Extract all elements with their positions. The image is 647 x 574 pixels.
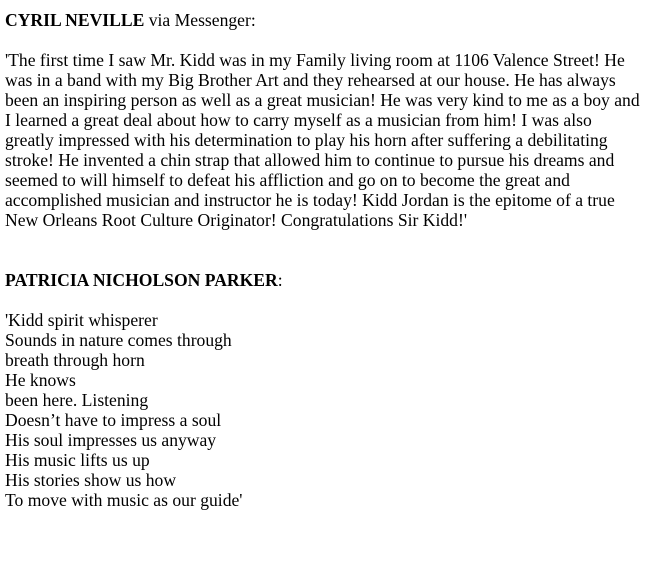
entry-source: : (277, 270, 283, 290)
poem-line: 'Kidd spirit whisperer (5, 310, 158, 330)
poem-line: been here. Listening (5, 390, 149, 410)
entry-heading-cyril-neville (5, 10, 640, 30)
entry-name: CYRIL NEVILLE (5, 10, 145, 30)
poem-line: His soul impresses us anyway (5, 430, 217, 450)
entry-source: via Messenger: (144, 10, 256, 30)
poem-line: breath through horn (5, 350, 145, 370)
tribute-quote: 'The first time I saw Mr. Kidd was in my Family living room at 1106 Valence Street! He was in a band with my Big Brother Art and they rehearsed at our house. He has always been an inspiring person as well as a great musician! He was very kind to me as a boy and I learned a great deal about how to carry myself as a musician from him! I was also greatly impressed with his determination to play his horn after suffering a debilitating stroke! He invented a chin strap that allowed him to continue to pursue his dreams and seemed to will himself to defeat his affliction and go on to become the great and accomplished musician and instructor he is today! Kidd Jordan is the epitome of a true New Orleans Root Culture Originator! Congratulations Sir Kidd!' (5, 50, 640, 230)
poem-line: To move with music as our guide' (5, 490, 243, 510)
poem-line: His music lifts us up (5, 450, 150, 470)
poem-line: Doesn’t have to impress a soul (5, 410, 222, 430)
entry-name: PATRICIA NICHOLSON PARKER (5, 270, 278, 290)
poem-line: His stories show us how (5, 470, 177, 490)
poem-line: He knows (5, 370, 76, 390)
section-spacer (5, 230, 640, 270)
entry-heading-patricia-nicholson-parker (5, 270, 640, 290)
poem-line: Sounds in nature comes through (5, 330, 232, 350)
tribute-poem (5, 310, 640, 510)
